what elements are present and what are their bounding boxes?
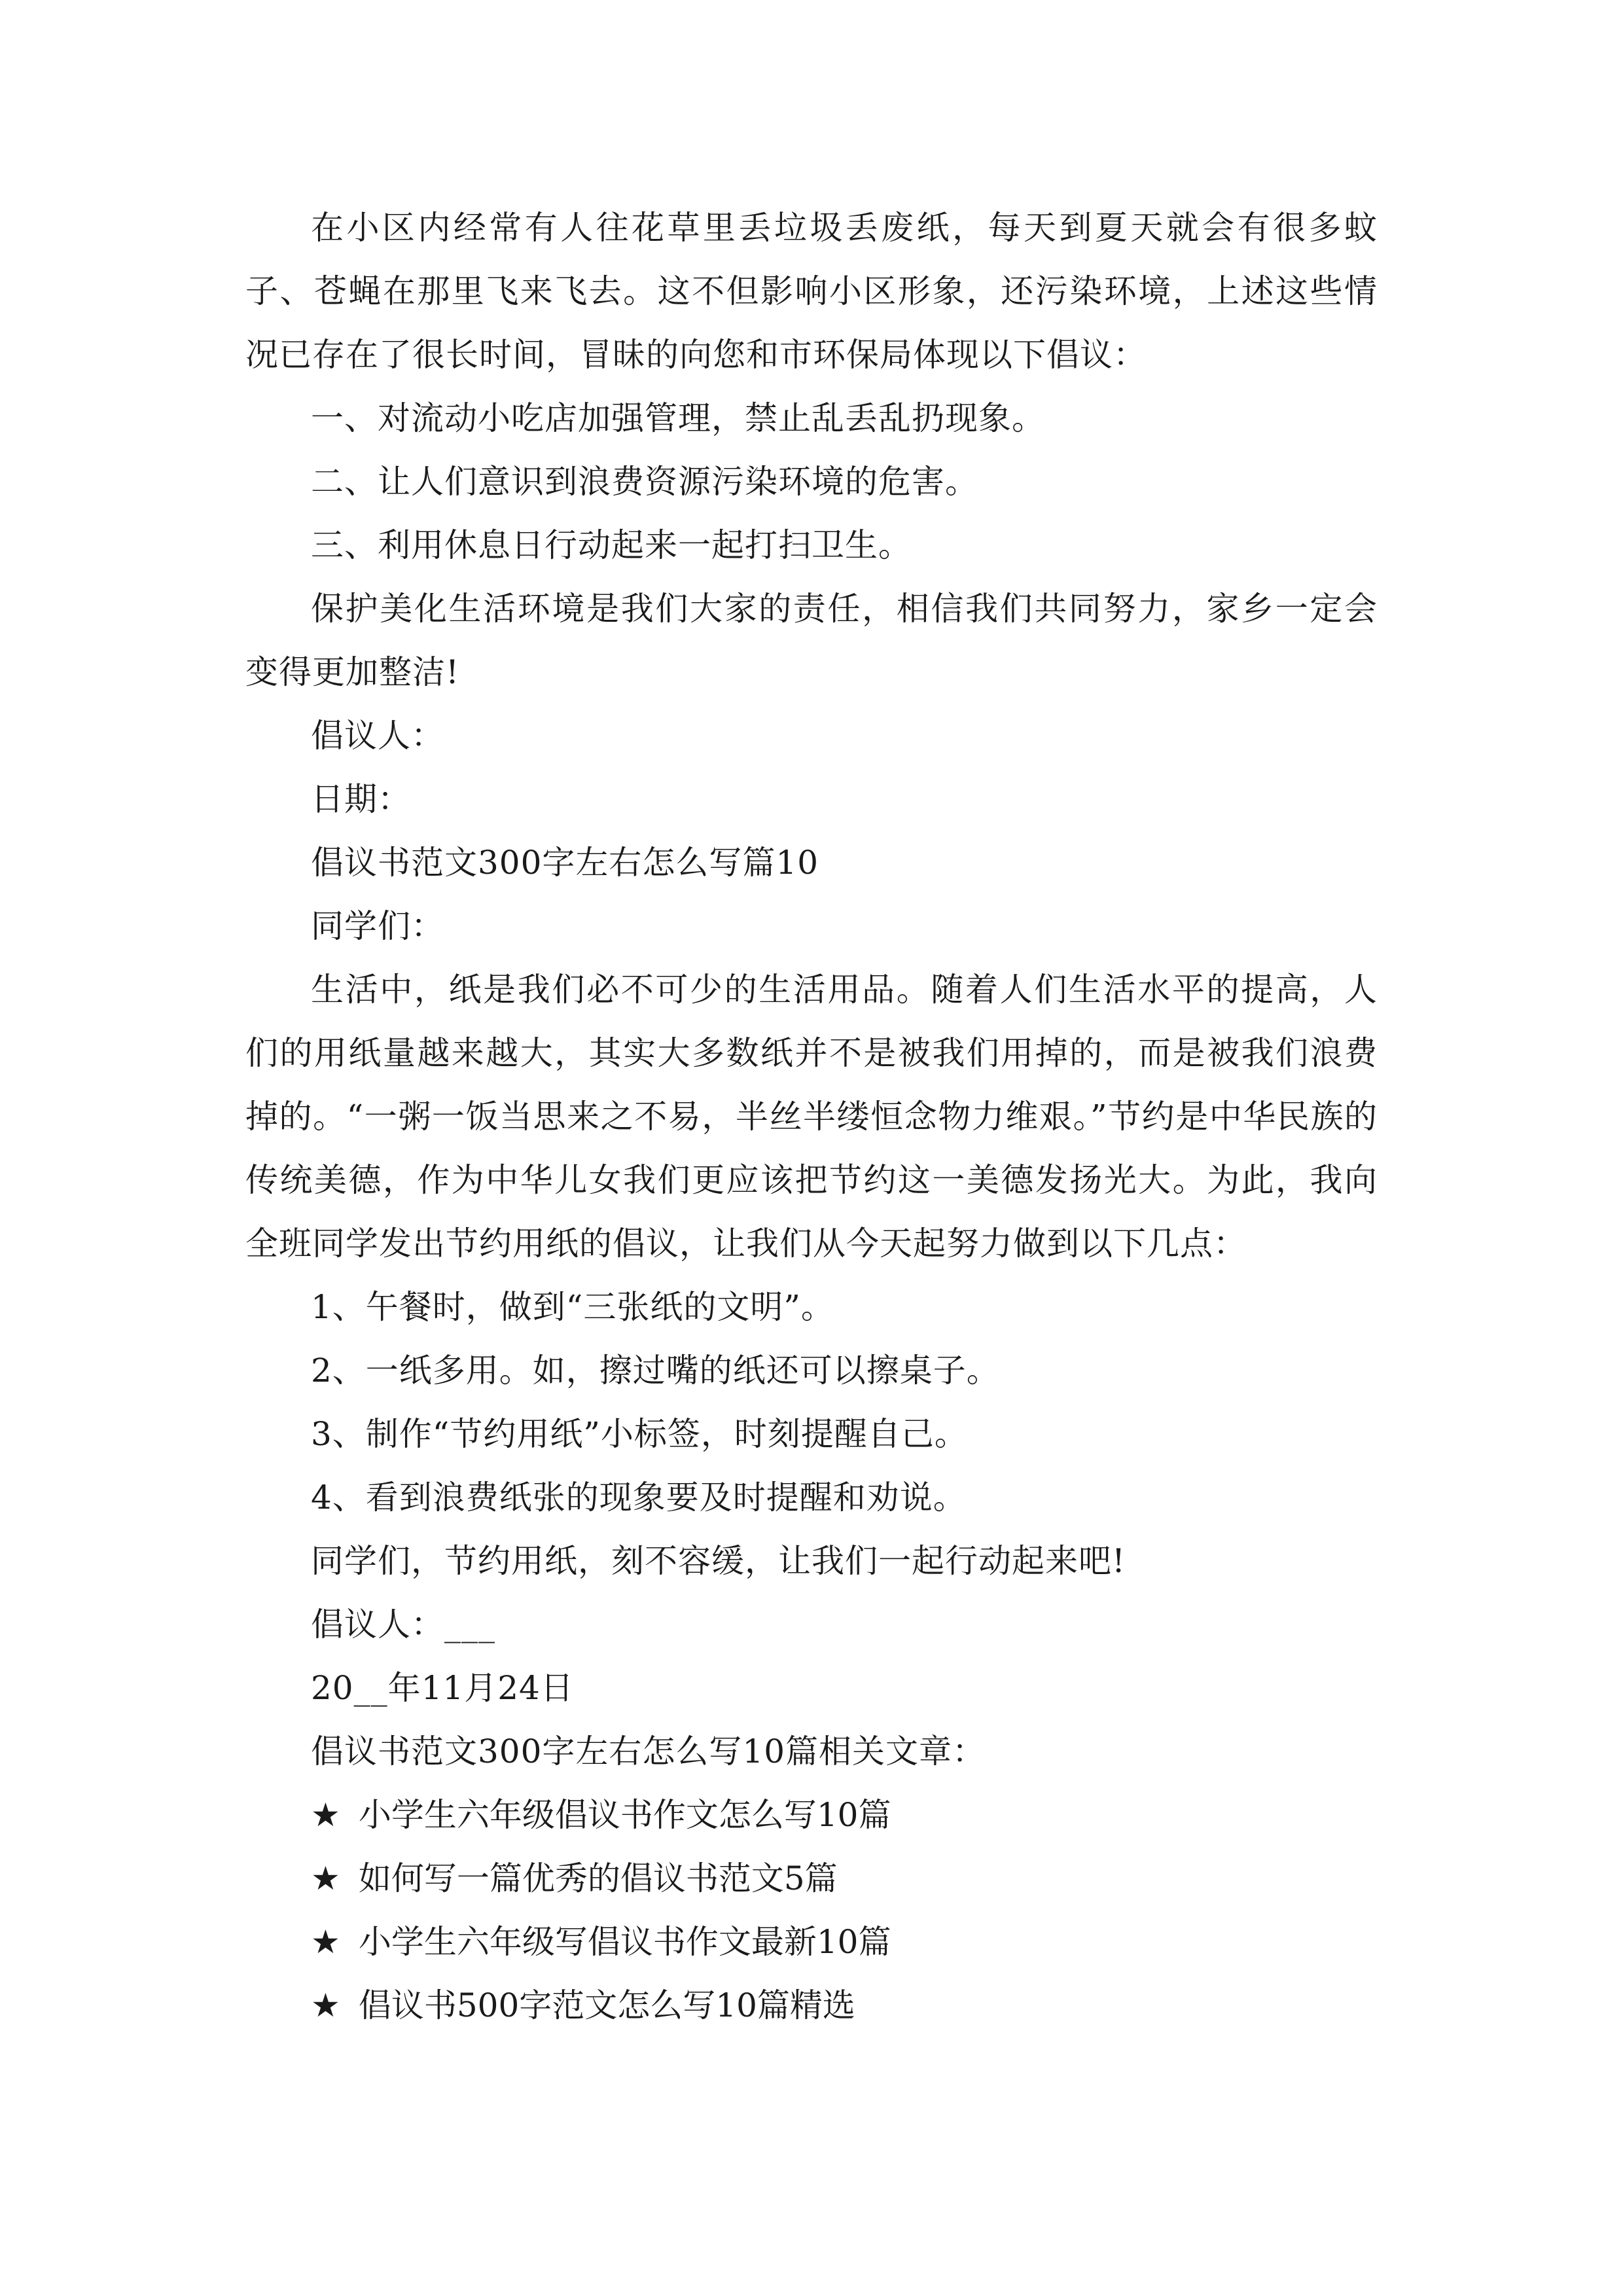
star-icon: ★ <box>311 1859 340 1897</box>
related-link-text: 小学生六年级倡议书作文怎么写10篇 <box>358 1796 891 1834</box>
related-heading: 倡议书范文300字左右怎么写10篇相关文章： <box>311 1732 986 1770</box>
list-item-3: 3、制作“节约用纸”小标签，时刻提醒自己。 <box>311 1415 968 1453</box>
related-link-2[interactable] <box>245 1847 1378 1910</box>
paragraph-signer-2: 倡议人：___ <box>311 1605 495 1643</box>
list-item-4: 4、看到浪费纸张的现象要及时提醒和劝说。 <box>311 1479 967 1516</box>
related-link-4[interactable] <box>245 1974 1378 2037</box>
paragraph-proposal-2: 二、让人们意识到浪费资源污染环境的危害。 <box>311 463 978 501</box>
related-link-text: 如何写一篇优秀的倡议书范文5篇 <box>358 1859 838 1897</box>
related-link-text: 小学生六年级写倡议书作文最新10篇 <box>358 1923 891 1961</box>
paragraph-proposal-3: 三、利用休息日行动起来一起打扫卫生。 <box>311 526 912 564</box>
paragraph-salutation: 同学们： <box>311 907 444 945</box>
related-link-text: 倡议书500字范文怎么写10篇精选 <box>358 1986 855 2024</box>
document-body <box>245 196 1378 2037</box>
paragraph-signer: 倡议人： <box>311 717 444 755</box>
list-item-2: 2、一纸多用。如，擦过嘴的纸还可以擦桌子。 <box>311 1352 1000 1390</box>
list-item-1: 1、午餐时，做到“三张纸的文明”。 <box>311 1288 834 1326</box>
star-icon: ★ <box>311 1986 340 2024</box>
paragraph-call-to-action: 同学们，节约用纸，刻不容缓，让我们一起行动起来吧! <box>311 1542 1126 1580</box>
star-icon: ★ <box>311 1923 340 1961</box>
paragraph-proposal-1: 一、对流动小吃店加强管理，禁止乱丢乱扔现象。 <box>311 399 1045 437</box>
paragraph-closing: 保护美化生活环境是我们大家的责任，相信我们共同努力，家乡一定会变得更加整洁! <box>245 590 1378 691</box>
section-heading: 倡议书范文300字左右怎么写篇10 <box>311 844 819 882</box>
paragraph-date: 日期： <box>311 780 411 818</box>
star-icon: ★ <box>311 1796 340 1834</box>
related-link-1[interactable] <box>245 1784 1378 1847</box>
paragraph-body: 生活中，纸是我们必不可少的生活用品。随着人们生活水平的提高，人们的用纸量越来越大，其实大多数纸并不是被我们用掉的，而是被我们浪费掉的。“一粥一饭当思来之不易，半丝半缕恒念物力维艰。”节约是中华民族的传统美德，作为中华儿女我们更应该把节约这一美德发扬光大。为此，我向全班同学发出节约用纸的倡议，让我们从今天起努力做到以下几点： <box>245 971 1378 1263</box>
paragraph-intro: 在小区内经常有人往花草里丢垃圾丢废纸，每天到夏天就会有很多蚊子、苍蝇在那里飞来飞去。这不但影响小区形象，还污染环境，上述这些情况已存在了很长时间，冒昧的向您和市环保局体现以下倡议： <box>245 209 1378 374</box>
related-link-3[interactable] <box>245 1910 1378 1974</box>
paragraph-date-2: 20__年11月24日 <box>311 1669 574 1707</box>
